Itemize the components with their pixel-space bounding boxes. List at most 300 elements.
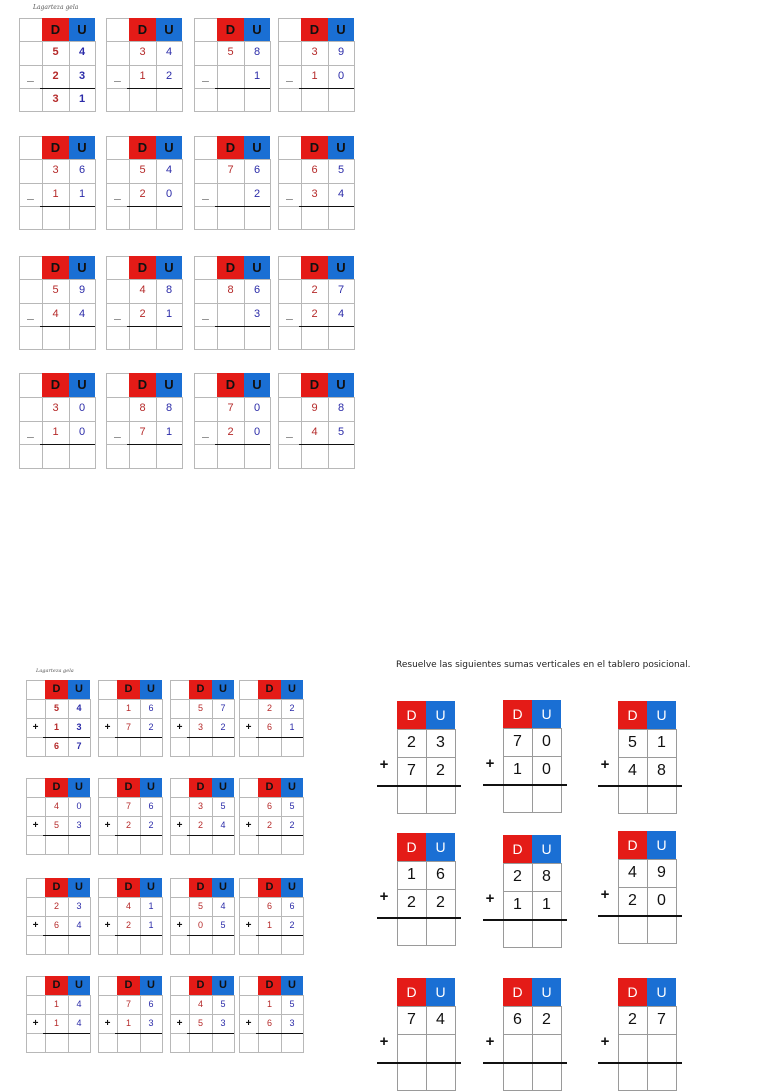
digit-tens: 1 — [407, 866, 416, 883]
place-value-board — [98, 878, 162, 954]
sum-line — [115, 835, 162, 836]
board-cell — [503, 784, 533, 813]
header-unidades: U — [68, 778, 90, 797]
header-decenas: D — [258, 680, 281, 699]
board-cell — [278, 88, 302, 112]
digit-tens — [129, 88, 156, 111]
board-cell — [239, 897, 259, 917]
digit-tens: 4 — [628, 864, 637, 881]
header-unidades: U — [281, 878, 303, 897]
digit-units: 8 — [253, 46, 261, 59]
operator-sign: + — [245, 722, 252, 733]
board-cell — [26, 878, 46, 898]
digit-tens: 5 — [197, 1018, 203, 1028]
sum-line — [215, 326, 270, 327]
digit-units: 0 — [78, 401, 86, 414]
digit-units — [328, 88, 354, 111]
header-unidades: U — [140, 778, 162, 797]
digit-units: 1 — [148, 901, 154, 911]
header-unidades: U — [140, 878, 162, 897]
place-value-board-large — [485, 835, 561, 947]
header-unidades: U — [647, 978, 676, 1006]
header-unidades: U — [69, 256, 95, 279]
place-value-board — [239, 680, 303, 756]
place-value-board — [19, 373, 95, 468]
digit-tens — [301, 326, 328, 349]
digit-tens: 1 — [266, 999, 272, 1009]
digit-tens — [258, 835, 281, 854]
digit-units: 7 — [76, 741, 82, 751]
board-cell — [194, 136, 218, 160]
digit-tens — [217, 206, 244, 229]
place-value-board — [106, 256, 182, 349]
digit-units: 7 — [337, 284, 345, 297]
digit-tens: 6 — [513, 1011, 522, 1028]
digit-units: 1 — [148, 920, 154, 930]
digit-units — [281, 1033, 303, 1052]
digit-tens: 5 — [227, 46, 234, 59]
sum-line — [377, 785, 461, 787]
header-decenas: D — [117, 976, 140, 995]
place-value-board — [106, 136, 182, 229]
digit-tens — [45, 835, 68, 854]
header-decenas: D — [618, 701, 647, 729]
board-cell — [98, 680, 118, 700]
bottom-right-title: Resuelve las siguientes sumas verticales en el tablero posicional. — [396, 660, 691, 670]
digit-units: 3 — [436, 734, 445, 751]
digit-tens: 2 — [513, 868, 522, 885]
digit-tens — [217, 65, 244, 88]
digit-units: 0 — [657, 892, 666, 909]
board-cell — [170, 976, 190, 996]
digit-units — [69, 326, 95, 349]
sum-line — [43, 835, 90, 836]
digit-units — [68, 835, 90, 854]
header-unidades: U — [212, 778, 234, 797]
board-cell — [98, 976, 118, 996]
header-decenas: D — [258, 976, 281, 995]
digit-tens: 7 — [125, 801, 131, 811]
board-cell — [26, 778, 46, 798]
digit-units: 6 — [148, 703, 154, 713]
digit-tens: 1 — [53, 1018, 59, 1028]
digit-units: 9 — [337, 46, 345, 59]
operator-sign: + — [32, 820, 39, 831]
digit-units — [69, 206, 95, 229]
operator-sign: + — [176, 920, 183, 931]
digit-tens: 5 — [197, 703, 203, 713]
digit-tens: 2 — [266, 820, 272, 830]
digit-tens: 0 — [197, 920, 203, 930]
operator-sign: + — [176, 722, 183, 733]
digit-tens: 6 — [53, 741, 59, 751]
place-value-board — [278, 256, 354, 349]
digit-units: 2 — [148, 722, 154, 732]
board-cell — [170, 835, 190, 855]
header-decenas: D — [217, 136, 244, 159]
digit-tens: 1 — [53, 999, 59, 1009]
sum-line — [215, 444, 270, 445]
operator-sign: + — [379, 888, 389, 905]
digit-tens — [301, 444, 328, 468]
header-unidades: U — [532, 700, 561, 728]
digit-tens: 4 — [197, 999, 203, 1009]
digit-units: 8 — [657, 762, 666, 779]
digit-units: 0 — [76, 801, 82, 811]
header-decenas: D — [503, 700, 532, 728]
header-unidades: U — [328, 136, 354, 159]
operator-sign: + — [104, 820, 111, 831]
board-cell — [98, 1033, 118, 1053]
digit-tens — [117, 935, 140, 954]
header-decenas: D — [117, 878, 140, 897]
operator-sign: _ — [27, 306, 34, 321]
digit-units: 2 — [220, 722, 226, 732]
digit-tens: 7 — [407, 762, 416, 779]
digit-tens — [258, 737, 281, 756]
place-value-board — [98, 778, 162, 854]
digit-tens: 2 — [266, 703, 272, 713]
header-unidades: U — [426, 978, 455, 1006]
place-value-board — [98, 976, 162, 1052]
sum-line — [40, 206, 95, 207]
sum-line — [215, 88, 270, 89]
header-unidades: U — [69, 18, 95, 41]
digit-units — [68, 1033, 90, 1052]
digit-tens: 6 — [266, 722, 272, 732]
board-cell — [170, 680, 190, 700]
digit-units: 7 — [657, 1011, 666, 1028]
board-cell — [194, 279, 218, 303]
digit-tens — [129, 444, 156, 468]
board-cell — [19, 397, 43, 422]
digit-tens: 1 — [139, 69, 146, 82]
place-value-board — [170, 878, 234, 954]
digit-units: 3 — [76, 722, 82, 732]
board-cell — [19, 136, 43, 160]
board-cell — [26, 935, 46, 955]
place-value-board-large — [600, 978, 676, 1090]
header-decenas: D — [42, 373, 69, 397]
digit-units — [244, 444, 270, 468]
operator-sign: _ — [202, 186, 209, 201]
header-decenas: D — [129, 136, 156, 159]
sum-line — [127, 326, 182, 327]
digit-units — [69, 444, 95, 468]
digit-tens: 3 — [197, 722, 203, 732]
header-decenas: D — [258, 778, 281, 797]
operator-sign: + — [245, 820, 252, 831]
digit-units — [328, 206, 354, 229]
sum-line — [483, 919, 567, 921]
header-unidades: U — [244, 18, 270, 41]
header-decenas: D — [301, 373, 328, 397]
header-decenas: D — [217, 18, 244, 41]
board-cell — [239, 680, 259, 700]
digit-tens: 6 — [266, 901, 272, 911]
board-cell — [532, 1062, 562, 1091]
board-cell — [26, 897, 46, 917]
operator-sign: + — [600, 1033, 610, 1050]
digit-tens: 2 — [52, 69, 59, 82]
digit-units: 9 — [78, 284, 86, 297]
digit-tens: 3 — [311, 46, 318, 59]
operator-sign: + — [485, 890, 495, 907]
board-cell — [194, 326, 218, 350]
board-cell — [19, 444, 43, 469]
board-cell — [278, 397, 302, 422]
digit-tens: 1 — [53, 722, 59, 732]
digit-tens — [42, 206, 69, 229]
header-unidades: U — [328, 256, 354, 279]
board-cell — [170, 1033, 190, 1053]
digit-tens: 8 — [227, 284, 234, 297]
header-decenas: D — [129, 373, 156, 397]
board-cell — [239, 1033, 259, 1053]
digit-tens — [217, 326, 244, 349]
digit-units — [140, 935, 162, 954]
digit-tens: 5 — [53, 703, 59, 713]
operator-sign: _ — [202, 306, 209, 321]
digit-tens: 3 — [197, 801, 203, 811]
digit-units: 4 — [76, 920, 82, 930]
operator-sign: + — [485, 1033, 495, 1050]
digit-tens — [217, 88, 244, 111]
board-cell — [278, 206, 302, 230]
board-cell — [26, 1033, 46, 1053]
header-unidades: U — [426, 833, 455, 861]
digit-units: 1 — [289, 722, 295, 732]
sum-line — [187, 1033, 234, 1034]
sum-line — [115, 737, 162, 738]
board-cell — [98, 878, 118, 898]
header-unidades: U — [156, 373, 182, 397]
digit-tens: 9 — [311, 401, 318, 414]
digit-tens: 1 — [52, 187, 59, 200]
board-cell — [98, 699, 118, 719]
header-unidades: U — [532, 835, 561, 863]
board-cell — [106, 18, 130, 42]
board-cell — [239, 835, 259, 855]
sum-line — [256, 935, 303, 936]
digit-units: 5 — [220, 801, 226, 811]
digit-units: 6 — [148, 801, 154, 811]
board-cell — [170, 699, 190, 719]
digit-tens — [42, 444, 69, 468]
header-unidades: U — [69, 136, 95, 159]
header-decenas: D — [301, 136, 328, 159]
sum-line — [187, 935, 234, 936]
digit-units: 6 — [148, 999, 154, 1009]
board-cell — [170, 995, 190, 1015]
operator-sign: _ — [114, 306, 121, 321]
board-cell — [647, 915, 677, 944]
digit-units: 0 — [253, 425, 261, 438]
board-cell — [170, 878, 190, 898]
header-decenas: D — [42, 18, 69, 41]
sum-line — [299, 444, 354, 445]
sum-line — [187, 835, 234, 836]
digit-units: 1 — [78, 92, 86, 105]
digit-units: 8 — [165, 284, 173, 297]
header-unidades: U — [212, 976, 234, 995]
header-decenas: D — [618, 978, 647, 1006]
header-unidades: U — [68, 680, 90, 699]
digit-tens: 4 — [628, 762, 637, 779]
digit-units: 1 — [542, 896, 551, 913]
digit-tens — [45, 1033, 68, 1052]
place-value-board — [170, 778, 234, 854]
board-cell — [106, 326, 130, 350]
header-decenas: D — [189, 976, 212, 995]
digit-units — [244, 88, 270, 111]
sum-line — [299, 326, 354, 327]
digit-units: 6 — [436, 866, 445, 883]
sum-line — [187, 737, 234, 738]
digit-units: 4 — [76, 1018, 82, 1028]
header-decenas: D — [129, 18, 156, 41]
digit-tens — [217, 444, 244, 468]
board-cell — [278, 326, 302, 350]
operator-sign: _ — [286, 186, 293, 201]
digit-tens — [129, 206, 156, 229]
digit-tens — [258, 1033, 281, 1052]
header-unidades: U — [328, 373, 354, 397]
board-cell — [98, 835, 118, 855]
digit-tens: 2 — [139, 187, 146, 200]
board-cell — [106, 373, 130, 398]
sum-line — [215, 206, 270, 207]
header-unidades: U — [69, 373, 95, 397]
sum-line — [43, 935, 90, 936]
header-decenas: D — [189, 778, 212, 797]
board-cell — [19, 159, 43, 183]
board-cell — [239, 797, 259, 817]
digit-units: 0 — [337, 69, 345, 82]
header-decenas: D — [397, 978, 426, 1006]
header-unidades: U — [647, 831, 676, 859]
header-decenas: D — [397, 833, 426, 861]
board-cell — [239, 935, 259, 955]
digit-tens: 2 — [139, 307, 146, 320]
digit-units — [426, 1034, 455, 1062]
board-cell — [239, 878, 259, 898]
digit-units: 2 — [289, 920, 295, 930]
digit-units — [244, 326, 270, 349]
place-value-board — [19, 18, 95, 111]
sum-line — [299, 88, 354, 89]
header-decenas: D — [45, 976, 68, 995]
digit-tens: 6 — [266, 1018, 272, 1028]
digit-units — [647, 1034, 676, 1062]
place-value-board — [19, 136, 95, 229]
board-cell — [278, 159, 302, 183]
digit-units: 5 — [289, 999, 295, 1009]
sum-line — [256, 737, 303, 738]
header-decenas: D — [301, 18, 328, 41]
operator-sign: _ — [114, 186, 121, 201]
digit-units: 1 — [657, 734, 666, 751]
board-cell — [503, 1062, 533, 1091]
operator-sign: + — [600, 886, 610, 903]
digit-tens — [45, 935, 68, 954]
header-decenas: D — [45, 878, 68, 897]
digit-tens: 7 — [407, 1011, 416, 1028]
header-decenas: D — [217, 373, 244, 397]
digit-tens: 2 — [407, 734, 416, 751]
header-unidades: U — [140, 680, 162, 699]
board-cell — [194, 18, 218, 42]
header-unidades: U — [244, 373, 270, 397]
digit-tens: 6 — [311, 164, 318, 177]
board-cell — [170, 797, 190, 817]
digit-units — [212, 835, 234, 854]
sum-line — [598, 1062, 682, 1064]
board-cell — [19, 373, 43, 398]
board-cell — [106, 444, 130, 469]
digit-tens: 7 — [139, 425, 146, 438]
digit-units: 4 — [337, 307, 345, 320]
header-unidades: U — [156, 136, 182, 159]
board-cell — [98, 778, 118, 798]
header-decenas: D — [258, 878, 281, 897]
board-cell — [106, 256, 130, 280]
sum-line — [256, 835, 303, 836]
digit-tens: 2 — [227, 425, 234, 438]
place-value-board — [98, 680, 162, 756]
digit-units: 9 — [657, 864, 666, 881]
board-cell — [647, 1062, 677, 1091]
digit-tens: 4 — [311, 425, 318, 438]
digit-tens — [129, 326, 156, 349]
place-value-board-large — [600, 701, 676, 813]
digit-units: 4 — [220, 901, 226, 911]
sum-line — [377, 1062, 461, 1064]
digit-units: 1 — [165, 425, 173, 438]
operator-sign: _ — [114, 424, 121, 439]
digit-tens: 3 — [52, 92, 59, 105]
digit-tens — [258, 935, 281, 954]
board-cell — [106, 159, 130, 183]
board-cell — [503, 919, 533, 948]
operator-sign: _ — [27, 424, 34, 439]
header-unidades: U — [212, 680, 234, 699]
digit-tens: 7 — [125, 999, 131, 1009]
board-cell — [194, 41, 218, 65]
header-decenas: D — [117, 680, 140, 699]
sum-line — [115, 935, 162, 936]
board-cell — [26, 699, 46, 719]
digit-tens: 7 — [227, 401, 234, 414]
board-cell — [170, 897, 190, 917]
digit-units: 0 — [165, 187, 173, 200]
header-decenas: D — [117, 778, 140, 797]
place-value-board — [194, 373, 270, 468]
header-decenas: D — [45, 778, 68, 797]
board-cell — [106, 397, 130, 422]
digit-tens: 5 — [52, 46, 59, 59]
digit-units: 5 — [220, 999, 226, 1009]
header-unidades: U — [212, 878, 234, 897]
digit-units: 3 — [76, 820, 82, 830]
digit-units: 3 — [76, 901, 82, 911]
digit-units — [156, 88, 182, 111]
digit-tens: 7 — [125, 722, 131, 732]
digit-units: 4 — [76, 999, 82, 1009]
operator-sign: + — [379, 756, 389, 773]
board-cell — [194, 444, 218, 469]
digit-units: 2 — [289, 820, 295, 830]
